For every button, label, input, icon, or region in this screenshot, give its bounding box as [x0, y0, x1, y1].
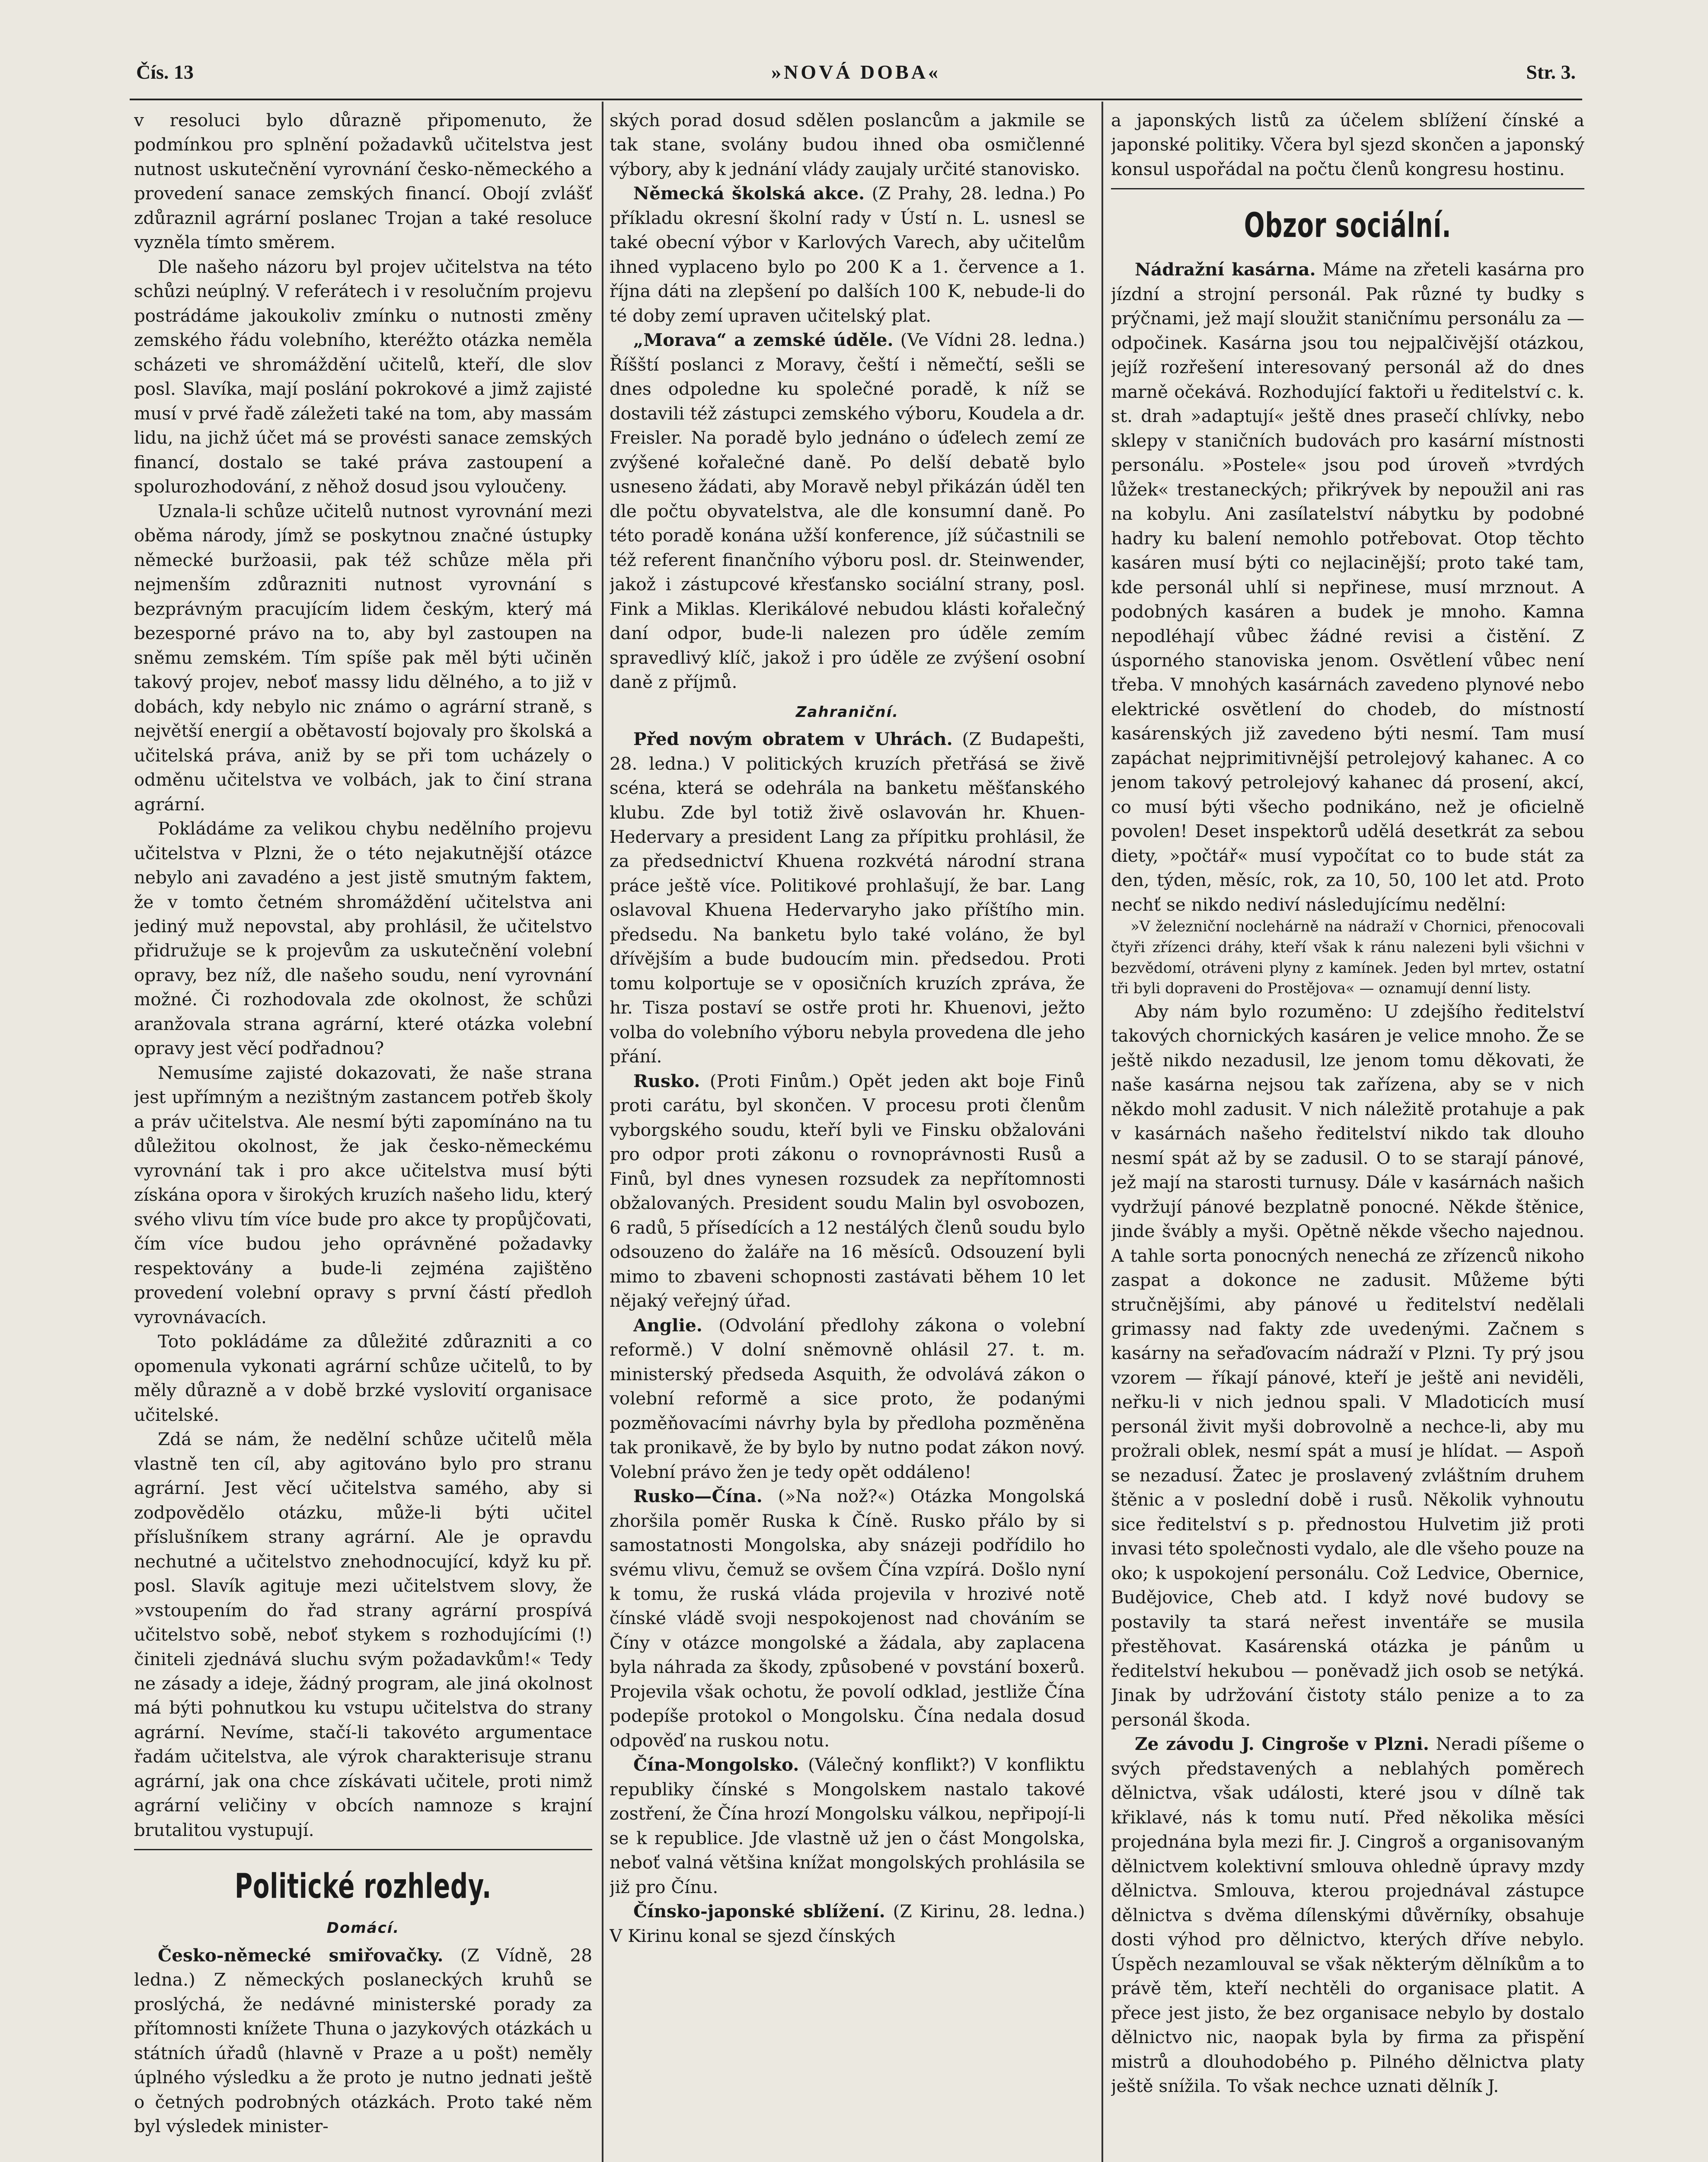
article	[1111, 1732, 1584, 2098]
quote-text: »V železniční noclehárně na nádraží v Chornici, přenocovali čtyři zřízenci dráhy, kteří však k ránu nalezeni byli všichni v bezvědomí, otráveni plyny z kamínek. Jeden byl mrtev, ostatní tři byli dopraveni do Prostějova« — oznamují denní listy.	[1111, 918, 1584, 998]
section-title: Obzor sociální.	[1244, 206, 1452, 246]
page-header	[136, 61, 1576, 91]
article-body: (Z Budapešti, 28. ledna.) V politických kruzích přetřásá se živě scéna, která se odehrála na banketu měšťanského klubu. Zde byl totiž živě oslavován hr. Khuen-Hedervary a president Lang za přípitku prohlásil, že za předsednictví Khuena rozkvétá národní strana práce ještě více. Politikové prohlašují, že bar. Lang oslavoval Khuena Hedervaryho jako příštího min. předsedu. Na banketu bylo také voláno, že byl dřívějším a bude budoucím min. předsedou. Proti tomu kolportuje se v oposičních kruzích zpráva, že hr. Tisza postaví se ostře proti hr. Khuenovi, ježto volba do volebního výboru nebyla provedena dle jeho přání.	[610, 729, 1085, 1067]
article	[1111, 257, 1584, 917]
article	[610, 1899, 1085, 1948]
paragraph: Toto pokládáme za důležité zdůrazniti a co opomenula vykonati agrární schůze učitelů, to by měly důrazně a v době brzké vyslovití organisace učitelské.	[134, 1331, 592, 1425]
article-headline: Rusko.	[633, 1070, 700, 1091]
article-body: (Proti Finům.) Opět jeden akt boje Finů proti carátu, byl skončen. V procesu proti členům vyborgského soudu, kteří byli ve Finsku obžalováni pro odpor proti zákonu o rovnoprávnosti Rusů a Finů, byl dnes vynesen rozsudek za nepřítomnosti obžalovaných. President soudu Malin byl osvobozen, 6 radů, 5 přísedících a 12 nestálých členů soudu bylo odsouzeno do žaláře na 16 měsíců. Odsouzení byli mimo to zbaveni schopnosti zastávati během 10 let nějaký veřejný úřad.	[610, 1070, 1085, 1311]
section-divider	[1111, 188, 1584, 189]
paragraph: v resoluci bylo důrazně připomenuto, že podmínkou pro splnění požadavků učitelstva jest nutnost uskutečnění vyrovnání česko-německého a provedení sanace zemských financí. Obojí zvlášť zdůraznil agrární poslanec Trojan a také resoluce vyzněla tímto směrem.	[134, 110, 592, 253]
issue-number: Čís. 13	[136, 61, 194, 83]
article-body: (Válečný konflikt?) V konfliktu republiky čínské s Mongolskem nastalo takové zostření, že Čína hrozí Mongolsku válkou, nepřipojí-li se k republice. Jde vlastně už jen o část Mongolska, neboť valná většina knížat mongolských prohlásila se již pro Čínu.	[610, 1754, 1085, 1897]
article-headline: Rusko—Čína.	[633, 1486, 763, 1507]
article-body: (»Na nož?«) Otázka Mongolská zhoršila pomĕr Ruska k Číně. Rusko přálo by si samostatnosti Mongolska, aby snázeji podřídilo ho svému vlivu, čemuž se ovšem Čína vzpírá. Došlo nyní k tomu, že ruská vláda projevila v hrozivé notě čínské vládě svoji nespokojenost nad chováním se Číny v otázce mongolské a žádala, aby zaplacena byla náhrada za škody, způsobené v povstání boxerů. Projevila však ochotu, že povolí odklad, jestliže Čína podepíše protokol o Mongolsku. Čína nedala dosud odpověď na ruskou notu.	[610, 1486, 1085, 1751]
paragraph: Uznala-li schůze učitelů nutnost vyrovnání mezi oběma národy, jímž se poskytnou značné ústupky německé buržoasii, pak též schůze měla při nejmenším zdůrazniti nutnost vyrovnání s bezprávným pracujícím lidem českým, který má bezesporné právo na to, aby byl zastoupen na sněmu zemském. Tím spíše pak měl býti učiněn takový projev, neboť massy lidu dělného, a to již v dobách, kdy nebylo nic známo o agrární straně, s největší energií a obětavostí bojovaly pro školská a učitelská práva, aniž by se při tom ucházely o odměnu učitelstva ve volbách, jak to činí strana agrární.	[134, 500, 592, 815]
subsection-title: Zahraniční.	[795, 703, 899, 721]
article-body: (Z Kirinu, 28. ledna.) V Kirinu konal se sjezd čínských	[610, 1901, 1085, 1946]
article	[134, 1943, 592, 2139]
article-body: (Z Vídně, 28 ledna.) Z německých poslaneckých kruhů se proslýchá, že nedávné ministerské porady za přítomnosti knížete Thuna o jazykových otázkách u státních úřadů (hlavně v Praze a u pošt) neměly úplného výsledku a že proto je nutno jednati ještě o četných podrobných otázkách. Proto také něm byl výsledek minister-	[134, 1945, 592, 2136]
column-3	[1111, 108, 1584, 2162]
article	[610, 1484, 1085, 1753]
article	[610, 1069, 1085, 1313]
paragraph: a japonských listů za účelem sblížení čínské a japonské politiky. Včera byl sjezd skončen a japonský konsul uspořádal na počtu členů kongresu hostinu.	[1111, 110, 1584, 179]
paragraph: ských porad dosud sdělen poslancům a jakmile se tak stane, svolány budou ihned oba osmičlenné výbory, aby k jednání vlády zaujaly určité stanovisko.	[610, 110, 1085, 179]
article-headline: Anglie.	[633, 1314, 702, 1336]
article-body: (Odvolání předlohy zákona o volební reformě.) V dolní sněmovně ohlásil 27. t. m. ministerský předseda Asquith, že odvolává zákon o volební reformě a sice proto, že podanými pozměňovacími návrhy byla by předloha pozměněna tak pronikavě, že by bylo by nutno podat zákon nový. Volební právo žen je tedy opět oddáleno!	[610, 1314, 1085, 1482]
column-divider-2	[1101, 102, 1103, 2162]
section-divider	[134, 1849, 592, 1850]
quoted-news	[1111, 917, 1584, 999]
newspaper-title: »NOVÁ DOBA«	[771, 61, 941, 83]
article-headline: Česko-německé smiřovačky.	[158, 1945, 444, 1966]
paragraph: Zdá se nám, že nedělní schůze učitelů měla vlastně ten cíl, aby agitováno bylo pro stranu agrární. Jest věcí učitelstva samého, aby si zodpovědělo otázku, může-li býti učitel příslušníkem strany agrární. Ale je opravdu nechutné a učitelstvo znehodnocující, když ku př. posl. Slavík agituje mezi učitelstvem slovy, že »vstoupením do řad strany agrární prospívá učitelstvo sobě, neboť stykem s rozhodujícími (!) činiteli zjednává sluchu svým požadavkům!« Tedy ne zásady a ideje, žádný program, ale jiná okolnost má býti pohnutkou ku vstupu učitelstva do strany agrární. Nevíme, stačí-li takovéto argumentace řadám učitelstva, ale výrok charakterisuje stranu agrární, jak ona chce získávati učitele, proti nimž agrární veličiny v obcích namnoze s krajní brutalitou vystupují.	[134, 1429, 592, 1840]
article	[610, 328, 1085, 694]
header-rule	[130, 99, 1582, 100]
article-body: (Z Prahy, 28. ledna.) Po příkladu okresní školní rady v Ústí n. L. usnesl se také obecní výbor v Karlových Varech, aby učitelům ihned vyplaceno bylo po 200 K a 1. července a 1. října dáti na zlepšení po dalších 100 K, nebude-li do té doby zemí upraven učitelský plat.	[610, 183, 1085, 326]
column-2	[610, 108, 1085, 2162]
article-headline: Čína-Mongolsko.	[633, 1754, 799, 1775]
article-body: Neradi píšeme o svých představených a neblahých poměrech dělnictva, však události, které jsou v dílně tak křiklavé, nás k tomu nutí. Před několika měsíci projednána byla mezi fir. J. Cingroš a organisovaným dělnictvem kolektivní smlouva ohledně úpravy mzdy dělnictva. Smlouva, kterou projednával zástupce dělnictva s dvěma dílenskými důvěrníky, obsahuje dosti výhod pro dělnictvo, kterých dříve nebylo. Úspěch nezamlouval se však některým dělníkům a to právě těm, kteří nechtěli do organisace platit. A přece jest jisto, že bez organisace nebylo by dostalo dělnictvo nic, naopak byla by firma za přispění mistrů a dlouhodobého p. Pilného dělnictva platy ještě snížila. To však nechce uznati dělník J.	[1111, 1733, 1584, 2097]
article-headline: Nádražní kasárna.	[1135, 259, 1316, 280]
article-headline: „Morava“ a zemské úděle.	[633, 329, 894, 351]
article-body: (Ve Vídni 28. ledna.) Říšští poslanci z Moravy, čeští i němečtí, sešli se dnes odpoledne ku společné poradě, k níž se dostavili též zástupci zemského výboru, Koudela a dr. Freisler. Na poradě bylo jednáno o úďelech zemí ze zvýšené kořalečné daně. Po delší debatě bylo usneseno žádati, aby Moravě nebyl přikázán úděl ten dle počtu obyvatelstva, ale dle konsumní daně. Po této poradě konána užší konference, jíž súčastnili se též referent finančního výboru posl. dr. Steinwender, jakož i zástupcové křesťansko sociální strany, posl. Fink a Miklas. Klerikálové nebudou klásti kořalečný daní odpor, bude-li nalezen pro úděle zemím spravedlivý klíč, jakož i pro úděle ze zvýšení osobní daně z příjmů.	[610, 329, 1085, 693]
section-title: Politické rozhledy.	[234, 1867, 492, 1906]
article-headline: Čínsko-japonské sblížení.	[633, 1901, 885, 1922]
subsection-title: Domácí.	[326, 1919, 400, 1937]
column-1	[134, 108, 592, 2162]
paragraph: Pokládáme za velikou chybu nedělního projevu učitelstva v Plzni, že o této nejakutnější otázce nebylo ani zavadéno a jest jistě smutným faktem, že v tomto četném shromáždění učitelstva ani jediný muž nepovstal, aby prohlásil, že učitelstvo přidružuje se k projevům za uskutečnění volební opravy, bez níž, dle našeho soudu, není vyrovnání možné. Či rozhodovala zde okolnost, že schůzi aranžovala strana agrární, které otázka volební opravy jest věcí podřadnou?	[134, 818, 592, 1059]
paragraph: Nemusíme zajisté dokazovati, že naše strana jest upřímným a nezištným zastancem potřeb školy a práv učitelstva. Ale nesmí býti zapomínáno na tu důležitou okolnost, že jak česko-německému vyrovnání tak i pro akce učitelstva musí býti získána opora v širokých kruzích našeho lidu, který svého vlivu tím více bude pro akce ty propůjčovati, čím více budou jeho oprávněné požadavky respektovány a bude-li zejména zajištěno provedení volební opravy s první částí předloh vyrovnávacích.	[134, 1062, 592, 1327]
page-number: Str. 3.	[1526, 61, 1576, 83]
paragraph: Aby nám bylo rozuměno: U zdejšího ředitelství takových chornických kasáren je velice mnoho. Že se ještě nikdo nezadusil, lze jenom tomu děkovati, že naše kasárna nejsou tak zařízena, aby se v nich někdo mohl zadusit. V nich náležitě protahuje a pak v kasárnách našeho ředitelství nikdo tak dlouho nesmí spát až by se zadusil. O to se starají pánové, jež mají na starosti turnusy. Dále v kasárnách našich vydržují pánové bezplatně ponocné. Někde štěnice, jinde švábly a myši. Opětně někde všecho najednou. A tahle sorta ponocných nenechá ze zřízenců nikoho zaspat a dokonce ne zadusit. Můžeme býti stručnějšími, aby pánové u ředitelství nedělali grimassy nad fakty zde uvedenými. Začnem s kasárny na seřaďovacím nádraží v Plzni. Ty prý jsou vzorem — říkají pánové, kteří je ještě ani neviděli, neřku-li v nich jednou spali. V Mladoticích musí personál živit myši dobrovolně a nechce-li, aby mu prožrali oblek, nesmí spát a musí je hlídat. — Aspoň se nezadusí. Žatec je proslavený zvláštním druhem štěnic a v poslední době i rusů. Několik vyhnoutu sice ředitelství s p. přednostou Hulvetim již proti invasi této společnosti vydalo, ale dle všeho pouze na oko; k uspokojení personálu. Což Ledvice, Obernice, Budějovice, Cheb atd. I když nové budovy se postavily ta stará neřest inventáře se musila přestěhovat. Kasárenská otázka je pánům u ředitelství hekubou — poněvadž jich osob se netýká. Jinak by udržování čistoty stálo penize a to za personál škoda.	[1111, 1001, 1584, 1730]
article	[610, 1313, 1085, 1484]
article	[610, 181, 1085, 328]
article-headline: Německá školská akce.	[633, 183, 865, 204]
column-divider-1	[602, 102, 603, 2162]
article	[610, 727, 1085, 1069]
article-headline: Ze závodu J. Cingroše v Plzni.	[1135, 1733, 1429, 1755]
paragraph: Dle našeho názoru byl projev učitelstva na této schůzi neúplný. V referátech i v resolučním projevu postrádáme jakoukoliv zmínku o nutnosti změny zemského řádu volebního, kteréžto otázka neměla scházeti ve shromáždění učitelů, kteří, dle slov posl. Slavíka, mají poslání pokrokové a jimž zajisté musí v prvé řadě záležeti také na tom, aby massám lidu, na jichž účet má se provésti sanace zemských financí, dostalo se také práva zastoupení a spolurozhodování, z něhož dosud jsou vyloučeny.	[134, 256, 592, 497]
article	[610, 1753, 1085, 1899]
article-headline: Před novým obratem v Uhrách.	[633, 729, 953, 750]
article-body: Máme na zřeteli kasárna pro jízdní a strojní personál. Pak různé ty budky s prýčnami, jež mají sloužit staničnímu personálu za — odpočinek. Kasárna jsou tou nejpalčivější otázkou, jejíž rozřešení interesovaný personál až do dnes marně očekává. Rozhodující faktoři u ředitelství c. k. st. drah »adaptují« ještě dnes prasečí chlívky, nebo sklepy v staničních budovách pro kasární místnosti personálu. »Postele« jsou pod úroveň »tvrdých lůžek« trestaneckých; přikrývek by nepoužil ani ras na kobylu. Ani zasílatelství nábytku by podobné hadry ku balení nemohlo potřebovat. Otop těchto kasáren musí býti co nejlacinější; proto také tam, kde personál uhlí si nepřinese, musí mrznout. A podobných kasáren a budek je mnoho. Kamna nepodléhají vůbec žádné revisi a čistění. Z úsporného stanoviska jenom. Osvětlení vůbec není třeba. V mnohých kasárnách zavedeno plynové nebo elektrické osvětlení do chodeb, do místností kasárenských již zavedeno býti nesmí. Tam musí zapáchat nejprimitivnější petrolejový kahanec. A co jenom takový petrolejový kahanec dá prosení, akcí, co musí býti všecho podnikáno, než je oficielně povolen! Deset inspektorů udělá desetkrát za sebou diety, »počtář« musí vypočítat co to bude stát za den, týden, měsíc, rok, za 10, 50, 100 let atd. Proto nechť se nikdo nediví následujícímu nedělní:	[1111, 259, 1584, 915]
